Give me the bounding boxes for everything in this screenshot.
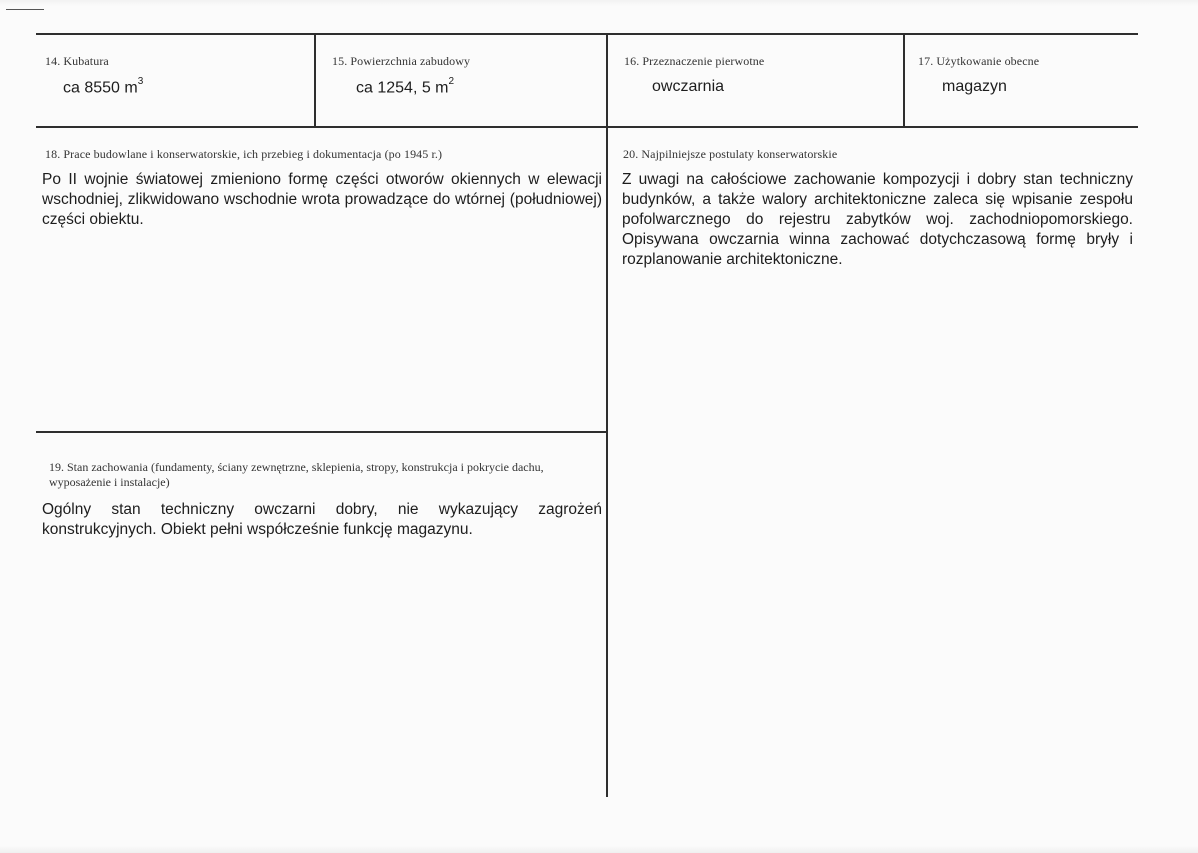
cell-kubatura-label: 14. Kubatura: [45, 54, 109, 68]
cell-uzytkowanie-value: magazyn: [942, 78, 1007, 95]
powierzchnia-unit-exponent: 2: [448, 76, 455, 87]
cell-powierzchnia-value: [356, 78, 454, 97]
row-divider-rule: [36, 126, 1138, 128]
section-20-text: Z uwagi na całościowe zachowanie kompozycji i dobry stan techniczny budynków, a także walory architektoniczne zaleca się wpisanie zespołu pofolwarcznego do rejestru zabytków woj. zachodniopomorskiego. Opisywana owczarnia winna zachować dotychczasową formę bryły i rozplanowanie architektoniczne.: [622, 171, 1133, 268]
cell-uzytkowanie-label: 17. Użytkowanie obecne: [918, 54, 1040, 68]
section-19-text: Ogólny stan techniczny owczarni dobry, nie wykazujący zagrożeń konstrukcyjnych. Obiekt pełni współcześnie funkcję magazynu.: [42, 501, 602, 538]
cell-przeznaczenie-label: 16. Przeznaczenie pierwotne: [624, 54, 765, 68]
cell-powierzchnia-label: 15. Powierzchnia zabudowy: [332, 54, 471, 68]
powierzchnia-value-text: ca 1254, 5 m: [356, 79, 449, 97]
cell-kubatura-value: [63, 78, 143, 97]
section-19-label: 19. Stan zachowania (fundamenty, ściany zewnętrzne, sklepienia, stropy, konstrukcja i pokrycie dachu, wyposażenie i instalacje): [49, 460, 544, 489]
section-18-text: Po II wojnie światowej zmieniono formę części otworów okiennych w elewacji wschodniej, zlikwidowano wschodnie wrota prowadzące do wtórnej (południowej) części obiektu.: [42, 171, 602, 228]
corner-mark: [6, 9, 44, 10]
section-18-label: 18. Prace budowlane i konserwatorskie, ich przebieg i dokumentacja (po 1945 r.): [45, 147, 443, 161]
kubatura-value-text: ca 8550 m: [63, 79, 138, 97]
center-divider: [606, 35, 608, 797]
top-rule: [36, 33, 1138, 35]
section-18-19-divider: [36, 431, 608, 433]
section-20-label: 20. Najpilniejsze postulaty konserwatorskie: [623, 147, 838, 161]
col-divider-17: [903, 35, 905, 127]
col-divider-15: [314, 35, 316, 127]
kubatura-unit-exponent: 3: [137, 76, 144, 87]
cell-przeznaczenie-value: owczarnia: [652, 78, 725, 95]
